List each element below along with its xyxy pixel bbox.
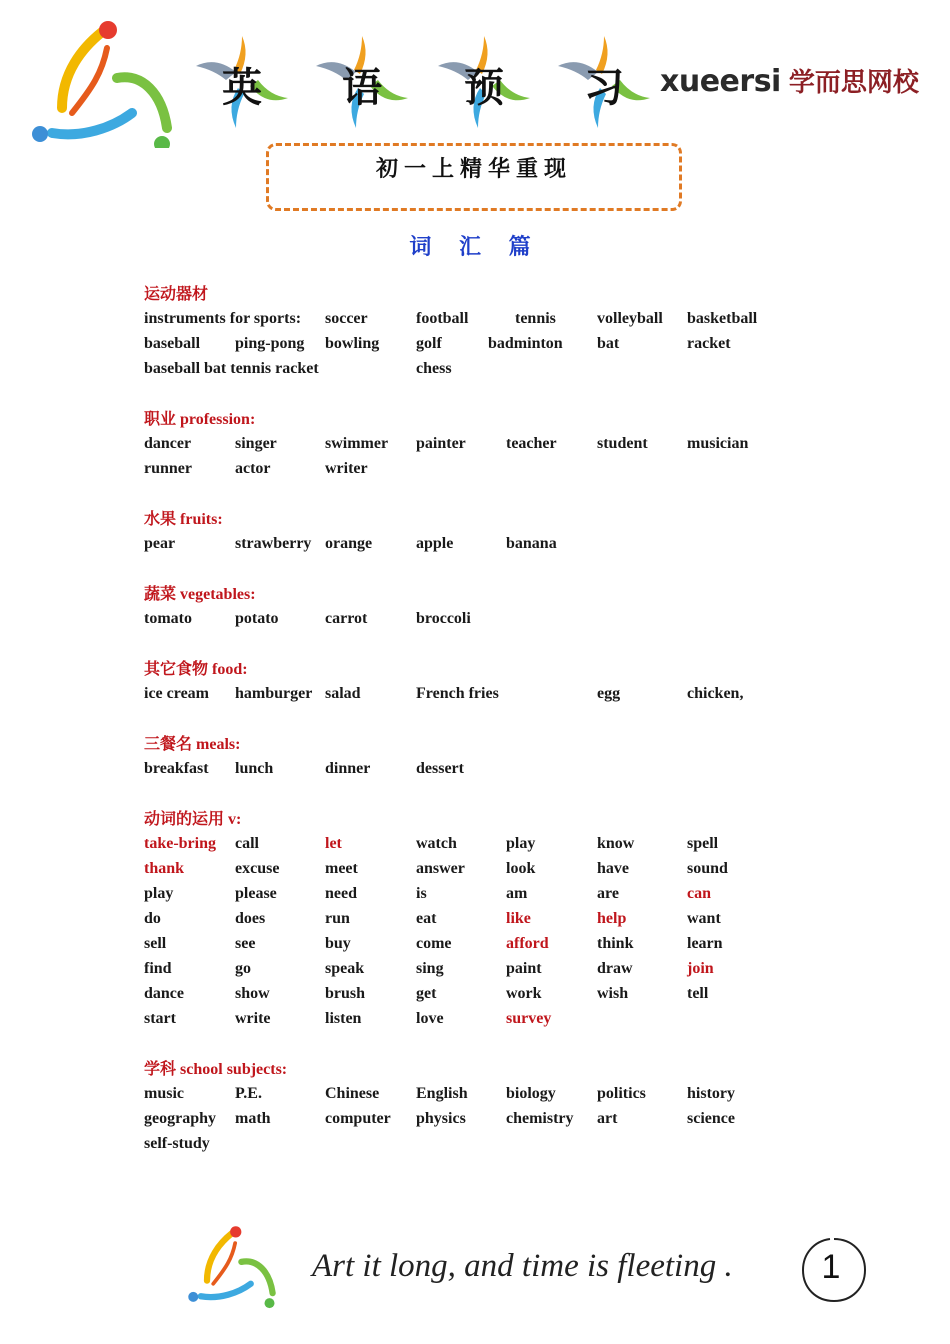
banner-char-4	[558, 36, 650, 128]
vocab-word: potato	[235, 610, 279, 627]
vocab-word: help	[597, 910, 627, 927]
vocab-section	[144, 731, 844, 781]
vocab-word: student	[597, 435, 648, 452]
vocab-row	[144, 906, 844, 931]
section-heading-cn: 学科	[144, 1059, 177, 1078]
vocab-word: baseball bat tennis racket	[144, 360, 319, 377]
vocab-word: runner	[144, 460, 192, 477]
vocab-word: salad	[325, 685, 361, 702]
vocab-word: need	[325, 885, 357, 902]
vocab-word: musician	[687, 435, 749, 452]
banner-char-2	[316, 36, 408, 128]
vocab-word: listen	[325, 1010, 362, 1027]
section-heading-cn: 三餐名	[144, 734, 193, 753]
vocab-word: am	[506, 885, 528, 902]
vocab-word: brush	[325, 985, 366, 1002]
vocab-row	[144, 456, 844, 481]
page-footer	[0, 1210, 950, 1344]
vocab-word: football	[416, 310, 469, 327]
vocab-word: survey	[506, 1010, 552, 1027]
banner-char-text: 英	[222, 64, 262, 111]
vocab-word: paint	[506, 960, 542, 977]
vocab-section	[144, 1056, 844, 1156]
vocab-word: math	[235, 1110, 271, 1127]
vocabulary-list	[144, 281, 844, 1181]
section-heading	[144, 806, 844, 831]
vocab-word: answer	[416, 860, 465, 877]
vocab-word: dance	[144, 985, 184, 1002]
vocab-row	[144, 756, 844, 781]
vocab-word: think	[597, 935, 634, 952]
vocab-row	[144, 881, 844, 906]
vocab-word: thank	[144, 860, 185, 877]
page-header	[0, 0, 950, 140]
vocab-word: dessert	[416, 760, 464, 777]
vocab-word: volleyball	[597, 310, 663, 327]
page-subtitle: 词 汇 篇	[409, 234, 541, 260]
vocab-word: instruments for sports:	[144, 310, 302, 327]
vocab-word: chemistry	[506, 1110, 574, 1127]
section-heading-en: food:	[208, 661, 248, 678]
vocab-row	[144, 306, 844, 331]
vocab-word: come	[416, 935, 452, 952]
vocab-row	[144, 431, 844, 456]
vocab-word: bat	[597, 335, 620, 352]
brand-en: xueersi	[660, 64, 781, 99]
title-box	[266, 143, 682, 211]
vocab-word: banana	[506, 535, 557, 552]
vocab-word: work	[506, 985, 542, 1002]
banner-char-text: 语	[342, 64, 382, 111]
vocab-word: want	[687, 910, 721, 927]
banner-char-1	[196, 36, 288, 128]
section-heading-en: profession:	[176, 411, 256, 428]
vocab-row	[144, 1106, 844, 1131]
vocab-word: politics	[597, 1085, 646, 1102]
vocab-row	[144, 606, 844, 631]
vocab-word: find	[144, 960, 172, 977]
vocab-section	[144, 656, 844, 706]
vocab-word: racket	[687, 335, 731, 352]
vocab-word: badminton	[488, 335, 563, 352]
vocab-word: computer	[325, 1110, 391, 1127]
vocab-word: speak	[325, 960, 365, 977]
vocab-word: bowling	[325, 335, 380, 352]
vocab-word: draw	[597, 960, 633, 977]
vocab-word: sound	[687, 860, 728, 877]
vocab-word: buy	[325, 935, 351, 952]
section-heading-cn: 职业	[144, 409, 177, 428]
section-heading	[144, 731, 844, 756]
vocab-word: write	[235, 1010, 271, 1027]
section-heading-cn: 动词的运用	[144, 809, 225, 828]
vocab-section	[144, 281, 844, 381]
vocab-word: teacher	[506, 435, 557, 452]
vocab-row	[144, 681, 844, 706]
footer-swirl-logo-icon	[182, 1220, 282, 1310]
vocab-word: self-study	[144, 1135, 210, 1152]
vocab-row	[144, 981, 844, 1006]
vocab-row	[144, 956, 844, 981]
vocab-row	[144, 1081, 844, 1106]
vocab-word: call	[235, 835, 259, 852]
section-heading	[144, 406, 844, 431]
vocab-word: carrot	[325, 610, 368, 627]
section-heading	[144, 581, 844, 606]
vocab-word: painter	[416, 435, 466, 452]
vocab-word: orange	[325, 535, 373, 552]
vocab-word: French fries	[416, 685, 499, 702]
vocab-word: physics	[416, 1110, 466, 1127]
section-heading-en: fruits:	[176, 511, 223, 528]
section-heading-en: vegetables:	[176, 586, 256, 603]
vocab-word: chess	[416, 360, 452, 377]
vocab-word: start	[144, 1010, 176, 1027]
vocab-word: excuse	[235, 860, 280, 877]
brand-cn: 学而思网校	[788, 68, 919, 98]
vocab-word: egg	[597, 685, 621, 702]
vocab-word: show	[235, 985, 270, 1002]
vocab-word: get	[416, 985, 437, 1002]
section-heading-en: meals:	[192, 736, 241, 753]
vocab-word: sell	[144, 935, 167, 952]
section-heading-en: v:	[224, 811, 242, 828]
vocab-word: is	[416, 885, 427, 902]
vocab-row	[144, 1131, 844, 1156]
vocab-word: like	[506, 910, 531, 927]
vocab-word: let	[325, 835, 342, 852]
vocab-word: play	[506, 835, 536, 852]
vocab-word: dinner	[325, 760, 371, 777]
section-heading-en: school subjects:	[176, 1061, 288, 1078]
vocab-word: does	[235, 910, 266, 927]
vocab-word: can	[687, 885, 711, 902]
vocab-word: broccoli	[416, 610, 471, 627]
vocab-word: afford	[506, 935, 549, 952]
vocab-word: dancer	[144, 435, 192, 452]
vocab-word: wish	[597, 985, 629, 1002]
swirl-logo-icon	[22, 18, 182, 148]
section-heading	[144, 1056, 844, 1081]
vocab-word: music	[144, 1085, 184, 1102]
vocab-word: spell	[687, 835, 719, 852]
vocab-word: biology	[506, 1085, 556, 1102]
vocab-section	[144, 506, 844, 556]
vocab-row	[144, 356, 844, 381]
vocab-word: history	[687, 1085, 735, 1102]
vocab-word: run	[325, 910, 350, 927]
vocab-word: chicken,	[687, 685, 744, 702]
vocab-word: sing	[416, 960, 444, 977]
banner-char-3	[438, 36, 530, 128]
vocab-word: do	[144, 910, 161, 927]
vocab-word: art	[597, 1110, 618, 1127]
section-heading-cn: 运动器材	[144, 284, 209, 303]
vocab-word: pear	[144, 535, 176, 552]
vocab-word: writer	[325, 460, 368, 477]
vocab-word: actor	[235, 460, 271, 477]
vocab-word: tomato	[144, 610, 192, 627]
vocab-word: love	[416, 1010, 444, 1027]
section-heading-cn: 蔬菜	[144, 584, 177, 603]
vocab-row	[144, 331, 844, 356]
vocab-word: watch	[416, 835, 457, 852]
vocab-word: science	[687, 1110, 735, 1127]
vocab-row	[144, 856, 844, 881]
vocab-section	[144, 581, 844, 631]
vocab-section	[144, 806, 844, 1031]
vocab-word: lunch	[235, 760, 274, 777]
vocab-word: know	[597, 835, 635, 852]
vocab-word: P.E.	[235, 1085, 262, 1102]
section-heading	[144, 506, 844, 531]
vocab-word: see	[235, 935, 256, 952]
section-heading	[144, 656, 844, 681]
vocab-word: English	[416, 1085, 468, 1102]
vocab-word: golf	[416, 335, 442, 352]
vocab-word: breakfast	[144, 760, 209, 777]
vocab-word: are	[597, 885, 619, 902]
vocab-word: learn	[687, 935, 723, 952]
vocab-word: strawberry	[235, 535, 312, 552]
vocab-word: look	[506, 860, 536, 877]
vocab-word: please	[235, 885, 277, 902]
vocab-row	[144, 1006, 844, 1031]
vocab-word: meet	[325, 860, 358, 877]
vocab-word: tennis	[515, 310, 556, 327]
banner-char-text: 习	[584, 64, 624, 111]
vocab-word: ice cream	[144, 685, 209, 702]
vocab-word: eat	[416, 910, 437, 927]
footer-motto: Art it long, and time is fleeting .	[312, 1248, 733, 1284]
vocab-word: hamburger	[235, 685, 313, 702]
section-heading-cn: 水果	[144, 509, 177, 528]
vocab-word: take-bring	[144, 835, 216, 852]
banner-char-text: 预	[464, 64, 504, 111]
vocab-word: apple	[416, 535, 454, 552]
vocab-word: singer	[235, 435, 277, 452]
vocab-word: join	[687, 960, 714, 977]
page-number-text: 1	[821, 1248, 841, 1286]
vocab-word: play	[144, 885, 174, 902]
vocab-row	[144, 931, 844, 956]
vocab-word: Chinese	[325, 1085, 380, 1102]
vocab-word: tell	[687, 985, 709, 1002]
vocab-word: basketball	[687, 310, 758, 327]
vocab-word: have	[597, 860, 629, 877]
section-heading-cn: 其它食物	[144, 659, 209, 678]
vocab-row	[144, 531, 844, 556]
vocab-word: go	[235, 960, 251, 977]
vocab-word: geography	[144, 1110, 216, 1127]
page-number	[800, 1236, 866, 1302]
section-heading	[144, 281, 844, 306]
vocab-word: swimmer	[325, 435, 389, 452]
vocab-word: soccer	[325, 310, 368, 327]
brand-logo	[660, 62, 919, 99]
page-title: 初一上精华重现	[375, 155, 572, 182]
vocab-row	[144, 831, 844, 856]
vocab-word: ping-pong	[235, 335, 305, 352]
vocab-section	[144, 406, 844, 481]
vocab-word: baseball	[144, 335, 201, 352]
